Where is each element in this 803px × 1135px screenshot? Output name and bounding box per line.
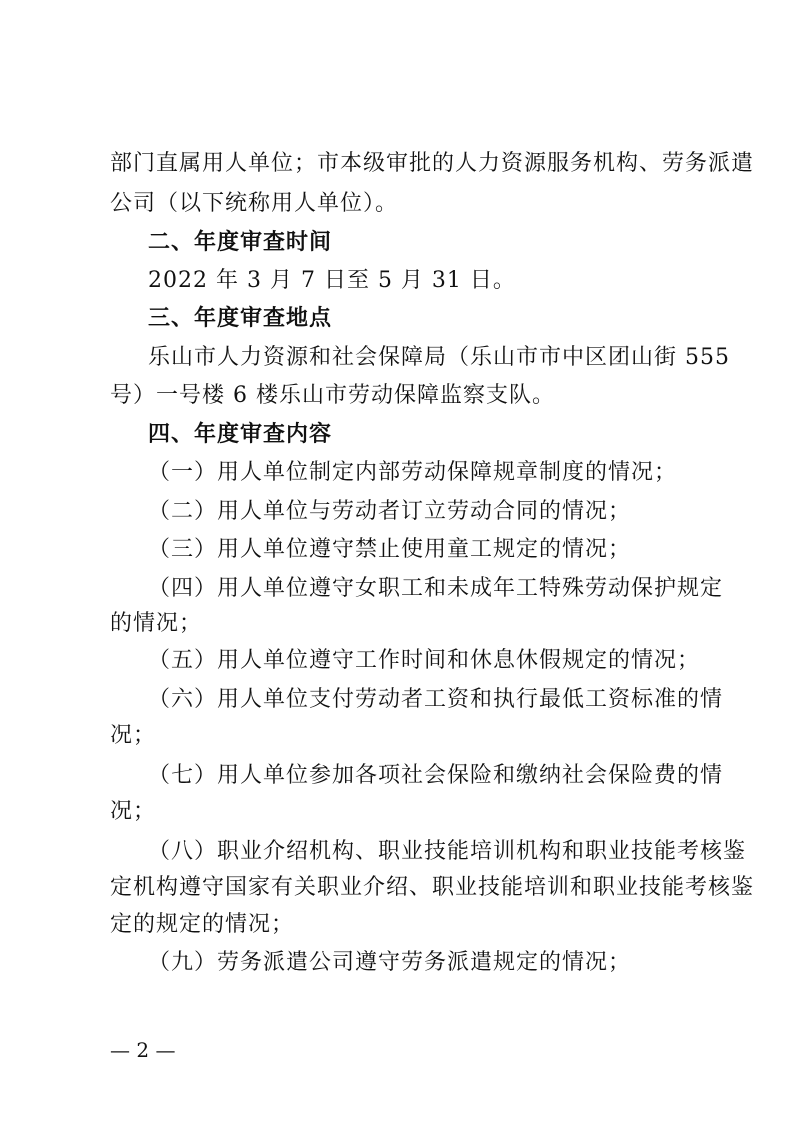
body-line-2: 公司（以下统称用人单位）。	[110, 191, 399, 216]
list-item-6: （六）用人单位支付劳动者工资和执行最低工资标准的情	[148, 687, 724, 712]
body-line-address-1: 乐山市人力资源和社会保障局（乐山市市中区团山街 555	[148, 345, 730, 370]
list-item-2: （二）用人单位与劳动者订立劳动合同的情况；	[148, 499, 632, 524]
body-line-1: 部门直属用人单位；市本级审批的人力资源服务机构、劳务派遣	[110, 151, 755, 176]
list-item-5: （五）用人单位遵守工作时间和休息休假规定的情况；	[148, 648, 701, 673]
list-item-3: （三）用人单位遵守禁止使用童工规定的情况；	[148, 537, 632, 562]
list-item-1: （一）用人单位制定内部劳动保障规章制度的情况；	[148, 460, 678, 485]
list-item-8: （八）职业介绍机构、职业技能培训机构和职业技能考核鉴	[148, 839, 747, 864]
section-heading-content: 四、年度审查内容	[148, 422, 333, 447]
list-item-4-cont: 的情况；	[110, 611, 203, 636]
list-item-7: （七）用人单位参加各项社会保险和缴纳社会保险费的情	[148, 763, 724, 788]
list-item-9: （九）劳务派遣公司遵守劳务派遣规定的情况；	[148, 950, 632, 975]
section-heading-location: 三、年度审查地点	[148, 306, 333, 331]
list-item-4: （四）用人单位遵守女职工和未成年工特殊劳动保护规定	[148, 576, 724, 601]
list-item-7-cont: 况；	[110, 799, 157, 824]
page-number: — 2 —	[110, 1038, 176, 1062]
body-line-address-2: 号）一号楼 6 楼乐山市劳动保障监察支队。	[110, 383, 555, 408]
list-item-8-cont-1: 定机构遵守国家有关职业介绍、职业技能培训和职业技能考核鉴	[110, 875, 755, 900]
section-heading-time: 二、年度审查时间	[148, 230, 333, 255]
list-item-6-cont: 况；	[110, 723, 157, 748]
body-line-dates: 2022 年 3 月 7 日至 5 月 31 日。	[148, 268, 516, 293]
list-item-8-cont-2: 定的规定的情况；	[110, 912, 295, 937]
